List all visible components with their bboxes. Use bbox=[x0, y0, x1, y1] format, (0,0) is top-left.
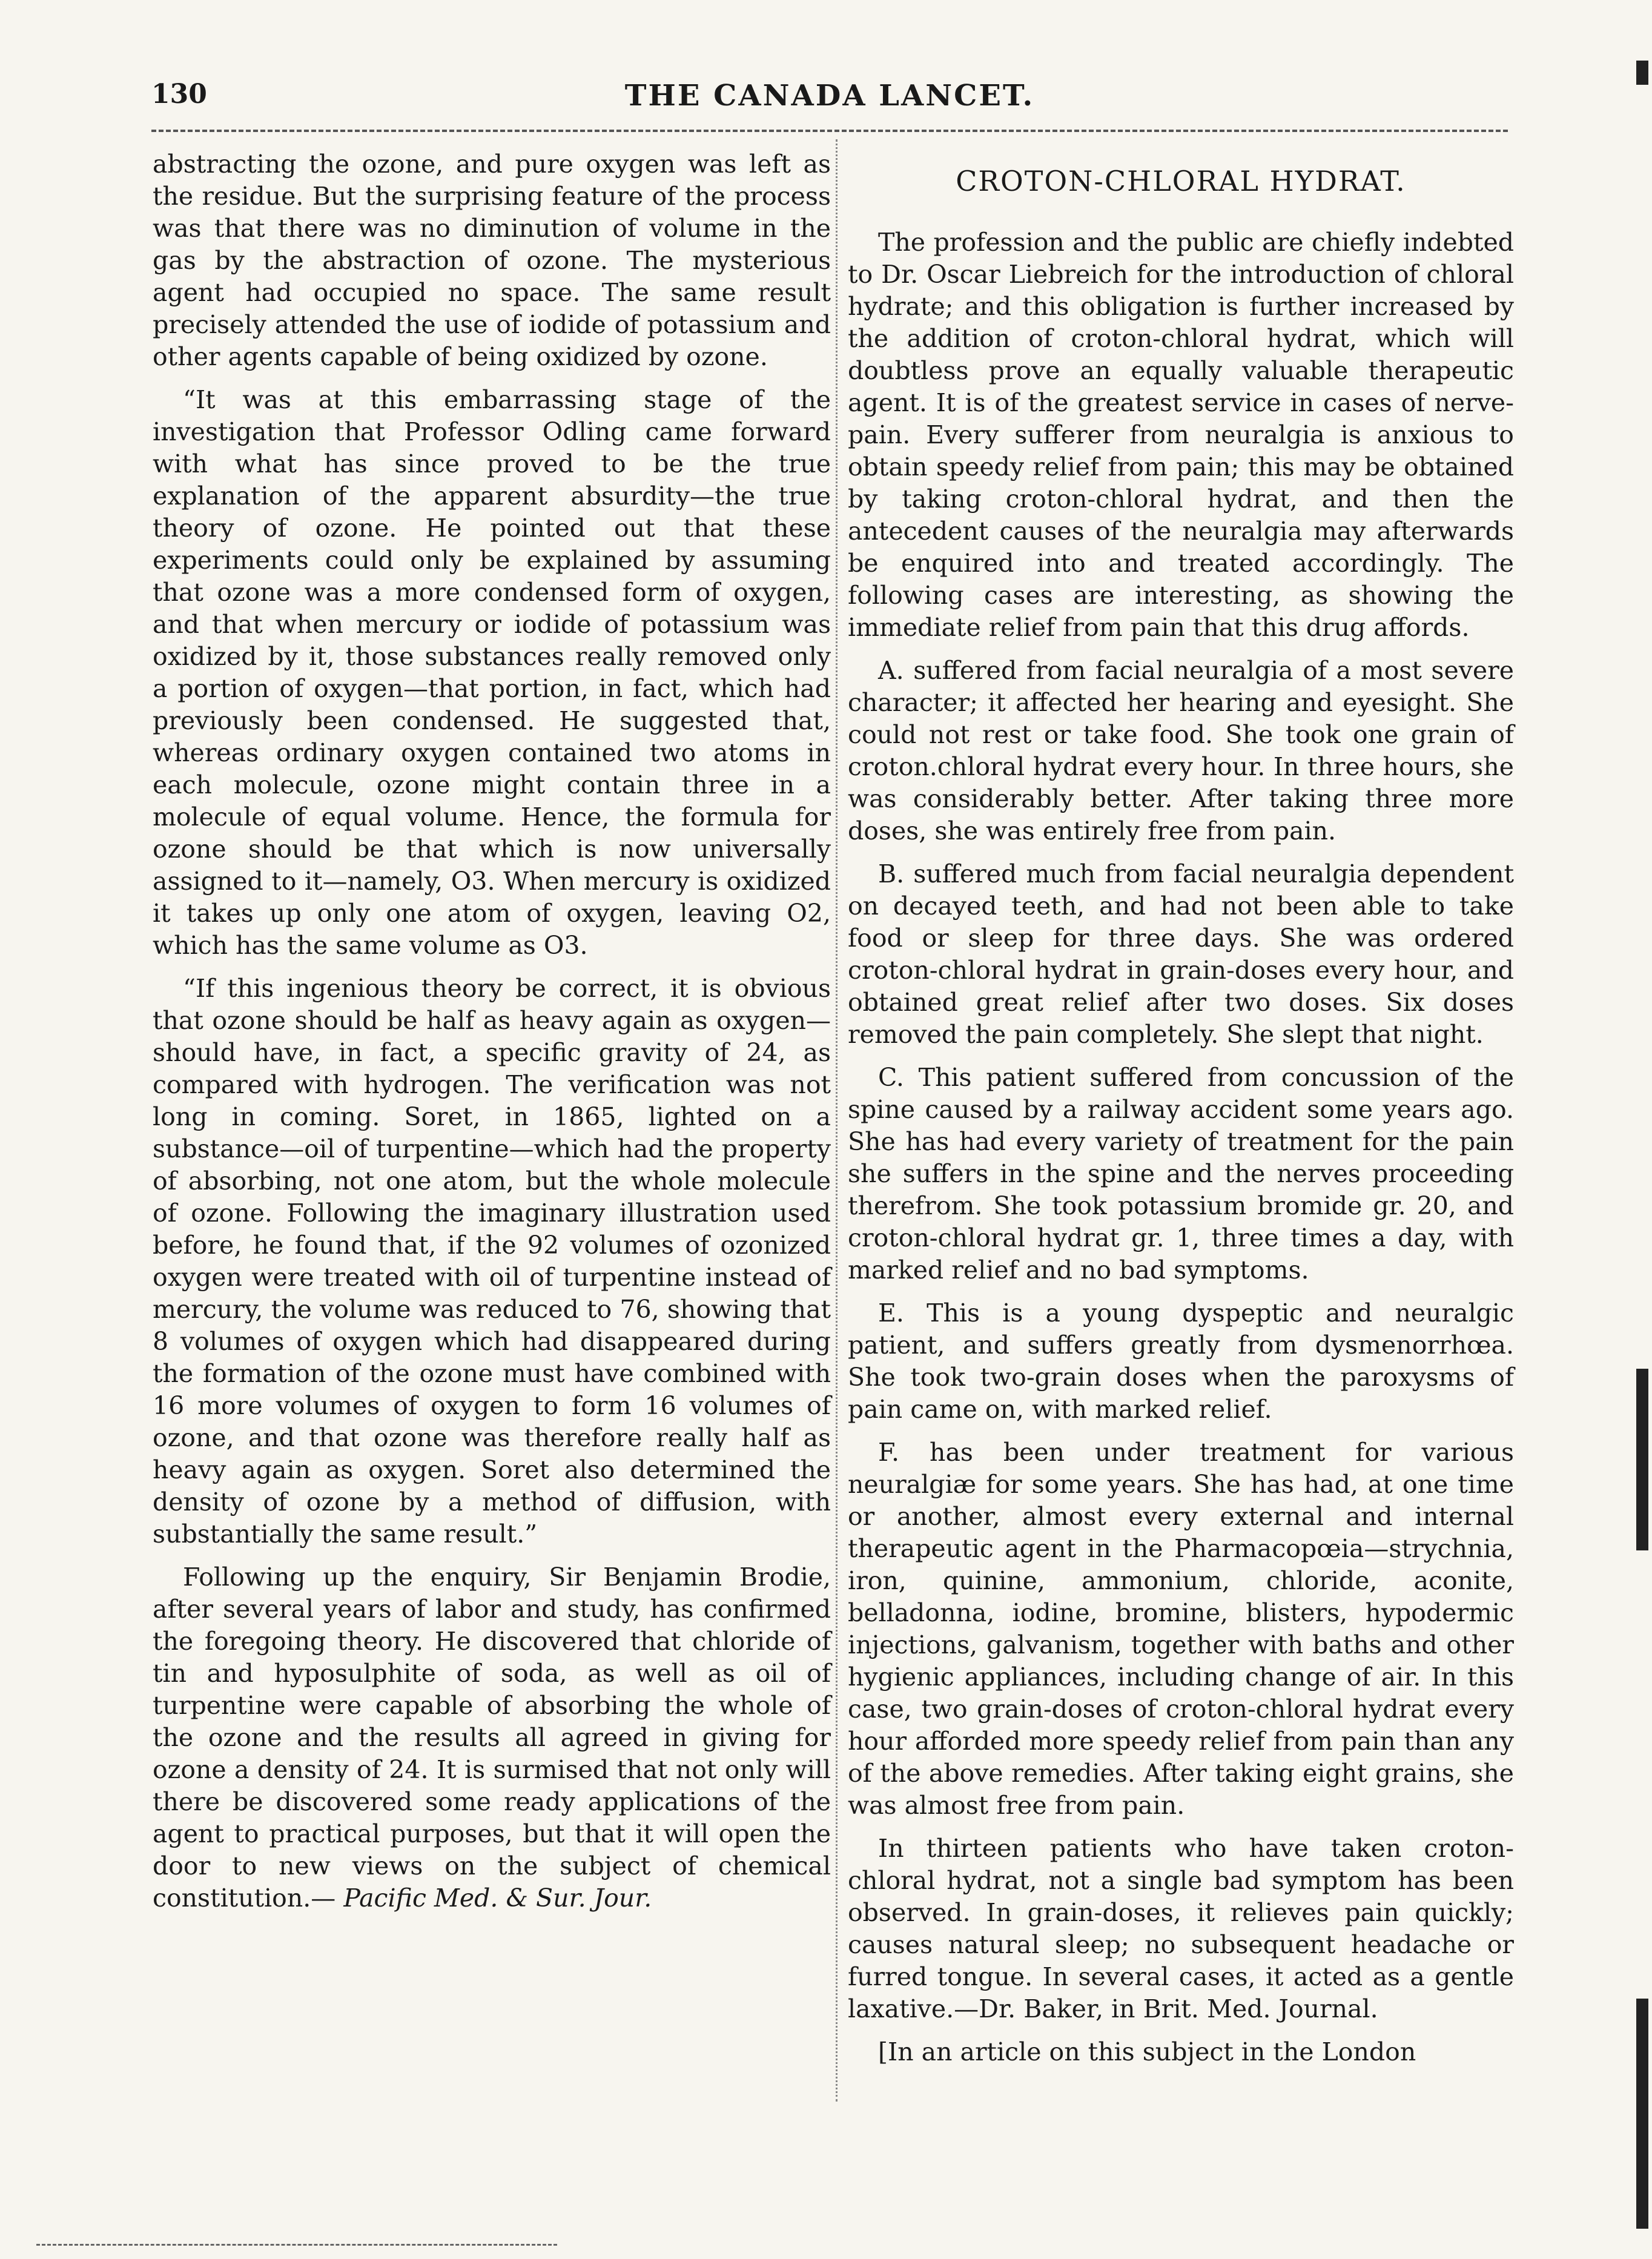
column-divider bbox=[836, 139, 838, 2102]
case-b-paragraph: B. suffered much from facial neuralgia dependent on decayed teeth, and had not been able to take food or sleep for three days. She was ordered croton-chloral hydrat in grain-doses every hour, and obtained great relief after two doses. Six doses removed the pain completely. She slept that night. bbox=[848, 859, 1514, 1049]
page-number: 130 bbox=[151, 79, 207, 110]
case-c-paragraph: C. This patient suffered from concussion of the spine caused by a railway accident some years ago. She has had every variety of treatment for the pain she suffers in the spine and the nerves proceeding therefrom. She took potassium bromide gr. 20, and croton-chloral hydrat gr. 1, three times a day, with marked relief and no bad symptoms. bbox=[848, 1063, 1514, 1285]
case-a-paragraph: A. suffered from facial neuralgia of a most severe character; it affected her hearing and eyesight. She could not rest or take food. She took one grain of croton.chloral hydrat every hour. In three hours, she was considerably better. After taking three more doses, she was entirely free from pain. bbox=[848, 656, 1514, 845]
footer-rule bbox=[36, 2244, 557, 2246]
right-column bbox=[848, 148, 1514, 2079]
edge-mark-2 bbox=[1636, 1369, 1648, 1550]
section-title: CROTON-CHLORAL HYDRAT. bbox=[956, 165, 1406, 197]
page-edge-binding bbox=[1634, 0, 1652, 2259]
left-paragraph-4 bbox=[153, 1561, 831, 1914]
left-column bbox=[153, 148, 831, 1925]
journal-title: THE CANADA LANCET. bbox=[624, 79, 1035, 113]
continuation-paragraph: [In an article on this subject in the London bbox=[878, 2037, 1416, 2066]
left-paragraph-3: “If this ingenious theory be correct, it is obvious that ozone should be half as heavy again as oxygen—should have, in fact, a specific gravity of 24, as compared with hydrogen. The verification was not long in coming. Soret, in 1865, lighted on a substance—oil of turpentine—which had the property of absorbing, not one atom, but the whole molecule of ozone. Following the imaginary illustration used before, he found that, if the 92 volumes of ozonized oxygen were treated with oil of turpentine instead of mercury, the volume was reduced to 76, showing that 8 volumes of oxygen which had disappeared during the formation of the ozone must have combined with 16 more volumes of oxygen to form 16 volumes of ozone, and that ozone was therefore really half as heavy again as oxygen. Soret also determined the density of ozone by a method of diffusion, with substantially the same result.” bbox=[153, 974, 831, 1549]
source-citation: Pacific Med. & Sur. Jour. bbox=[343, 1884, 652, 1913]
right-paragraph-1: The profession and the public are chiefly indebted to Dr. Oscar Liebreich for the introduction of chloral hydrate; and this obligation is further increased by the addition of croton-chloral hydrat, which will doubtless prove an equally valuable therapeutic agent. It is of the greatest service in cases of nerve-pain. Every sufferer from neuralgia is anxious to obtain speedy relief from pain; this may be obtained by taking croton-chloral hydrat, and then the antecedent causes of the neuralgia may afterwards be enquired into and treated accordingly. The following cases are interesting, as showing the immediate relief from pain that this drug affords. bbox=[848, 228, 1514, 642]
page-header bbox=[151, 79, 1508, 127]
edge-mark-3 bbox=[1636, 1999, 1648, 2229]
case-e-paragraph: E. This is a young dyspeptic and neuralgic patient, and suffers greatly from dysmenorrhœa. She took two-grain doses when the paroxysms of pain came on, with marked relief. bbox=[848, 1298, 1514, 1424]
left-paragraph-4-text: Following up the enquiry, Sir Benjamin Brodie, after several years of labor and study, has confirmed the foregoing theory. He discovered that chloride of tin and hyposulphite of soda, as well as oil of turpentine were capable of absorbing the whole of the ozone and the results all agreed in giving for ozone a density of 24. It is surmised that not only will there be discovered some ready applications of the agent to practical purposes, but that it will open the door to new views on the subject of chemical constitution.— bbox=[153, 1563, 831, 1913]
left-paragraph-1: abstracting the ozone, and pure oxygen was left as the residue. But the surprising feature of the process was that there was no diminution of volume in the gas by the abstraction of ozone. The mysterious agent had occupied no space. The same result precisely attended the use of iodide of potassium and other agents capable of being oxidized by ozone. bbox=[153, 150, 831, 371]
header-rule bbox=[151, 130, 1508, 132]
case-f-paragraph: F. has been under treatment for various neuralgiæ for some years. She has had, at one time or another, almost every external and internal therapeutic agent in the Pharmacopœia—strychnia, iron, quinine, ammonium, chloride, aconite, belladonna, iodine, bromine, blisters, hypodermic injections, galvanism, together with baths and other hygienic appliances, including change of air. In this case, two grain-doses of croton-chloral hydrat every hour afforded more speedy relief from pain than any of the above remedies. After taking eight grains, she was almost free from pain. bbox=[848, 1438, 1514, 1820]
left-paragraph-2: “It was at this embarrassing stage of the investigation that Professor Odling came forward with what has since proved to be the true explanation of the apparent absurdity—the true theory of ozone. He pointed out that these experiments could only be explained by assuming that ozone was a more condensed form of oxygen, and that when mercury or iodide of potassium was oxidized by it, those substances really removed only a portion of oxygen—that portion, in fact, which had previously been condensed. He suggested that, whereas ordinary oxygen contained two atoms in each molecule, ozone might contain three in a molecule of equal volume. Hence, the formula for ozone should be that which is now universally assigned to it—namely, O3. When mercury is oxidized it takes up only one atom of oxygen, leaving O2, which has the same volume as O3. bbox=[153, 385, 831, 960]
summary-paragraph: In thirteen patients who have taken croton-chloral hydrat, not a single bad symptom has been observed. In grain-doses, it relieves pain quickly; causes natural sleep; no subsequent headache or furred tongue. In several cases, it acted as a gentle laxative.—Dr. Baker, in Brit. Med. Journal. bbox=[848, 1834, 1514, 2023]
edge-mark-1 bbox=[1636, 61, 1648, 85]
